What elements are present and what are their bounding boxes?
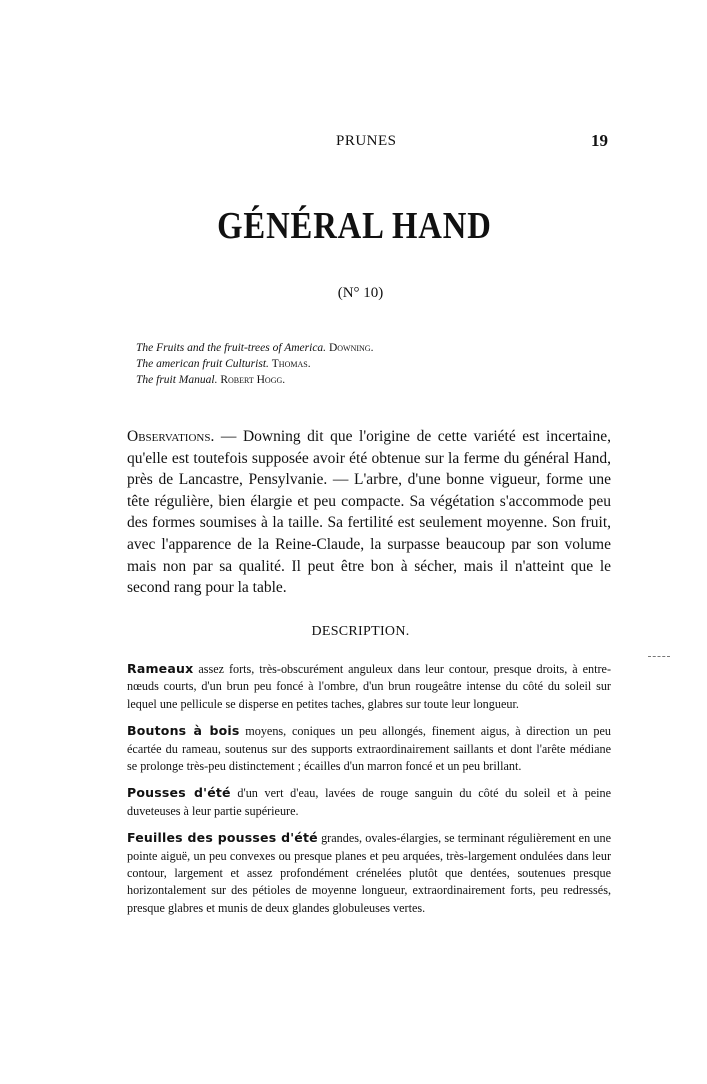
reference-author: Robert Hogg. xyxy=(220,374,286,386)
margin-mark xyxy=(648,656,670,658)
reference-work: The fruit Manual. xyxy=(136,374,218,386)
entry-text: d'un vert d'eau, lavées de rouge sanguin du côté du soleil et à peine duveteuses à leur partie supérieure. xyxy=(127,786,612,818)
description-entry xyxy=(127,784,611,820)
observations-label: Observations. xyxy=(127,428,215,445)
description-entry xyxy=(127,660,611,713)
entry-term: Pousses d'été xyxy=(127,785,231,801)
entry-text: grandes, ovales-élargies, se terminant régulièrement en une pointe aiguë, un peu convexes ou presque planes et peu arquées, très-largement ondulées dans leur contour, largement et assez profondément crénelées plutôt que dentées, soutenues presque horizontalement sur des pétioles de moyenne longueur, extraordinairement forts, peu redressés, presque glabres et munis de deux glandes globuleuses vertes. xyxy=(127,831,612,915)
running-head xyxy=(0,133,707,153)
running-title: PRUNES xyxy=(336,133,397,149)
page-number: 19 xyxy=(591,131,608,150)
reference-line xyxy=(136,340,536,356)
reference-line xyxy=(136,372,536,388)
description-entry xyxy=(127,829,611,917)
reference-author: Downing. xyxy=(328,342,374,354)
entry-term: Rameaux xyxy=(127,661,194,676)
reference-work: The american fruit Culturist. xyxy=(136,358,269,370)
variety-title: GÉNÉRAL HAND xyxy=(217,205,492,247)
reference-author: Thomas. xyxy=(271,358,311,370)
entry-text: assez forts, très-obscurément anguleux dans leur contour, presque droits, à entre-nœuds courts, d'un brun peu foncé à l'ombre, d'un brun rougeâtre intense du côté du soleil sur lequel une pellicule se disperse en petites taches, glabres sur toute leur longueur. xyxy=(127,662,611,711)
description-entries xyxy=(127,660,611,926)
description-heading: DESCRIPTION. xyxy=(311,624,410,639)
description-entry xyxy=(127,722,611,775)
entry-term: Feuilles des pousses d'été xyxy=(127,830,318,846)
references-list xyxy=(136,340,536,388)
observations-text: — Downing dit que l'origine de cette variété est incertaine, qu'elle est toutefois supposée avoir été obtenue sur la ferme du général Hand, près de Lancastre, Pensylvanie. — L'arbre, d'une bonne vigueur, forme une tête régulière, bien élargie et peu compacte. Sa végétation s'accommode peu des formes soumises à la taille. Sa fertilité est seulement moyenne. Son fruit, avec l'apparence de la Reine-Claude, la surpasse beaucoup par son volume mais non par sa qualité. Il peut être bon à sécher, mais il n'atteint que le second rang pour la table. xyxy=(127,428,611,597)
reference-work: The Fruits and the fruit-trees of America. xyxy=(136,342,327,354)
entry-text: moyens, coniques un peu allongés, finement aigus, à direction un peu écartée du rameau, soutenus sur des supports extraordinairement saillants et dont l'arête médiane se prolonge très-peu distinctement ; écailles d'un marron foncé et un peu brillant. xyxy=(127,724,611,774)
entry-term: Boutons à bois xyxy=(127,723,240,739)
variety-number: (N° 10) xyxy=(337,285,384,301)
observations-paragraph xyxy=(127,426,611,599)
reference-line xyxy=(136,356,536,372)
